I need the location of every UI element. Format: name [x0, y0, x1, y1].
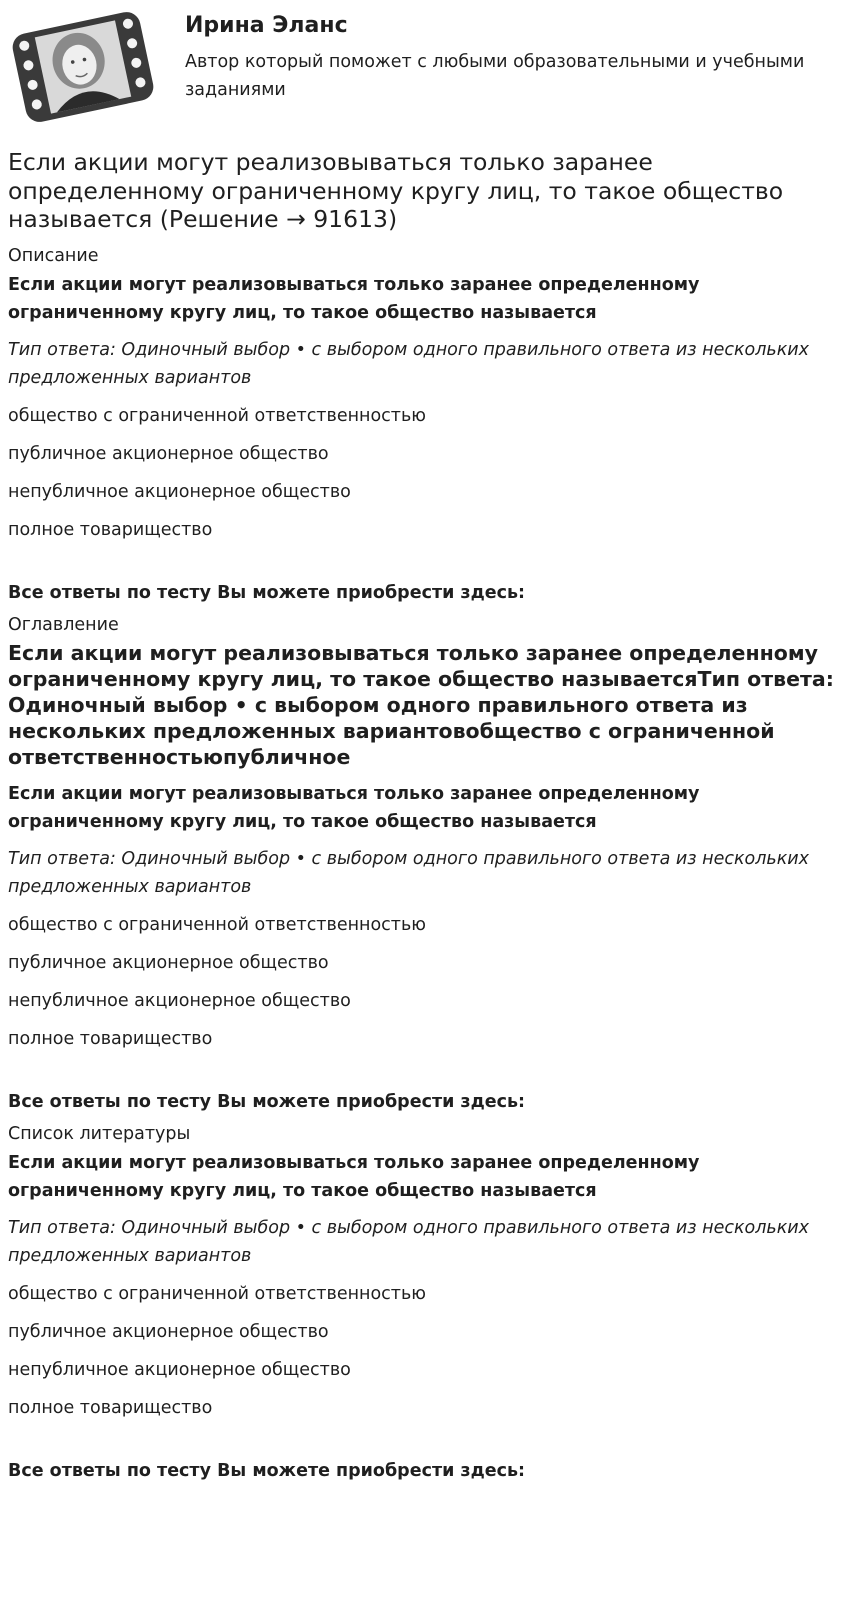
author-name[interactable]: Ирина Эланс [185, 13, 348, 38]
option-item: публичное акционерное общество [8, 1321, 329, 1342]
literature-label: Список литературы [8, 1123, 191, 1144]
option-item: непубличное акционерное общество [8, 990, 351, 1011]
description-section [8, 244, 839, 607]
option-item: непубличное акционерное общество [8, 1359, 351, 1380]
buy-answers-text: Все ответы по тесту Вы можете приобрести здесь: [8, 1460, 526, 1481]
literature-question: Если акции могут реализовываться только заранее определенному ограниченному кругу лиц, то такое общество называется [8, 1152, 700, 1201]
option-item: общество с ограниченной ответственностью [8, 405, 427, 426]
option-item: общество с ограниченной ответственностью [8, 1283, 427, 1304]
toc-question: Если акции могут реализовываться только заранее определенному ограниченному кругу лиц, то такое общество называется [8, 783, 700, 832]
toc-options [8, 911, 839, 1053]
author-header [8, 0, 839, 130]
page-title: Если акции могут реализовываться только заранее определенному ограниченному кругу лиц, то такое общество называется (Решение → 91613) [8, 148, 784, 233]
toc-section [8, 613, 839, 1116]
description-label: Описание [8, 245, 99, 266]
author-description: Автор который поможет с любыми образовательными и учебными заданиями [185, 52, 805, 100]
option-item: полное товарищество [8, 1397, 213, 1418]
toc-heading: Если акции могут реализовываться только заранее определенному ограниченному кругу лиц, то такое общество называетсяТип ответа: Одиночный выбор • с выбором одного правильного ответа из нескольких предложенных вариантовобщество с ограниченной ответственностьюпубличное [8, 640, 834, 769]
author-avatar[interactable] [8, 8, 158, 126]
description-answer-type: Тип ответа: Одиночный выбор • с выбором одного правильного ответа из нескольких предложенных вариантов [8, 339, 810, 388]
toc-label: Оглавление [8, 614, 119, 635]
literature-options [8, 1280, 839, 1422]
author-info [185, 12, 835, 104]
literature-answer-type: Тип ответа: Одиночный выбор • с выбором одного правильного ответа из нескольких предложенных вариантов [8, 1217, 810, 1266]
option-item: полное товарищество [8, 519, 213, 540]
option-item: непубличное акционерное общество [8, 481, 351, 502]
option-item: публичное акционерное общество [8, 443, 329, 464]
description-options [8, 402, 839, 544]
toc-answer-type: Тип ответа: Одиночный выбор • с выбором одного правильного ответа из нескольких предложенных вариантов [8, 848, 810, 897]
option-item: общество с ограниченной ответственностью [8, 914, 427, 935]
buy-answers-text: Все ответы по тесту Вы можете приобрести здесь: [8, 582, 526, 603]
description-question: Если акции могут реализовываться только заранее определенному ограниченному кругу лиц, то такое общество называется [8, 274, 700, 323]
option-item: публичное акционерное общество [8, 952, 329, 973]
literature-section [8, 1122, 839, 1485]
option-item: полное товарищество [8, 1028, 213, 1049]
buy-answers-text: Все ответы по тесту Вы можете приобрести здесь: [8, 1091, 526, 1112]
